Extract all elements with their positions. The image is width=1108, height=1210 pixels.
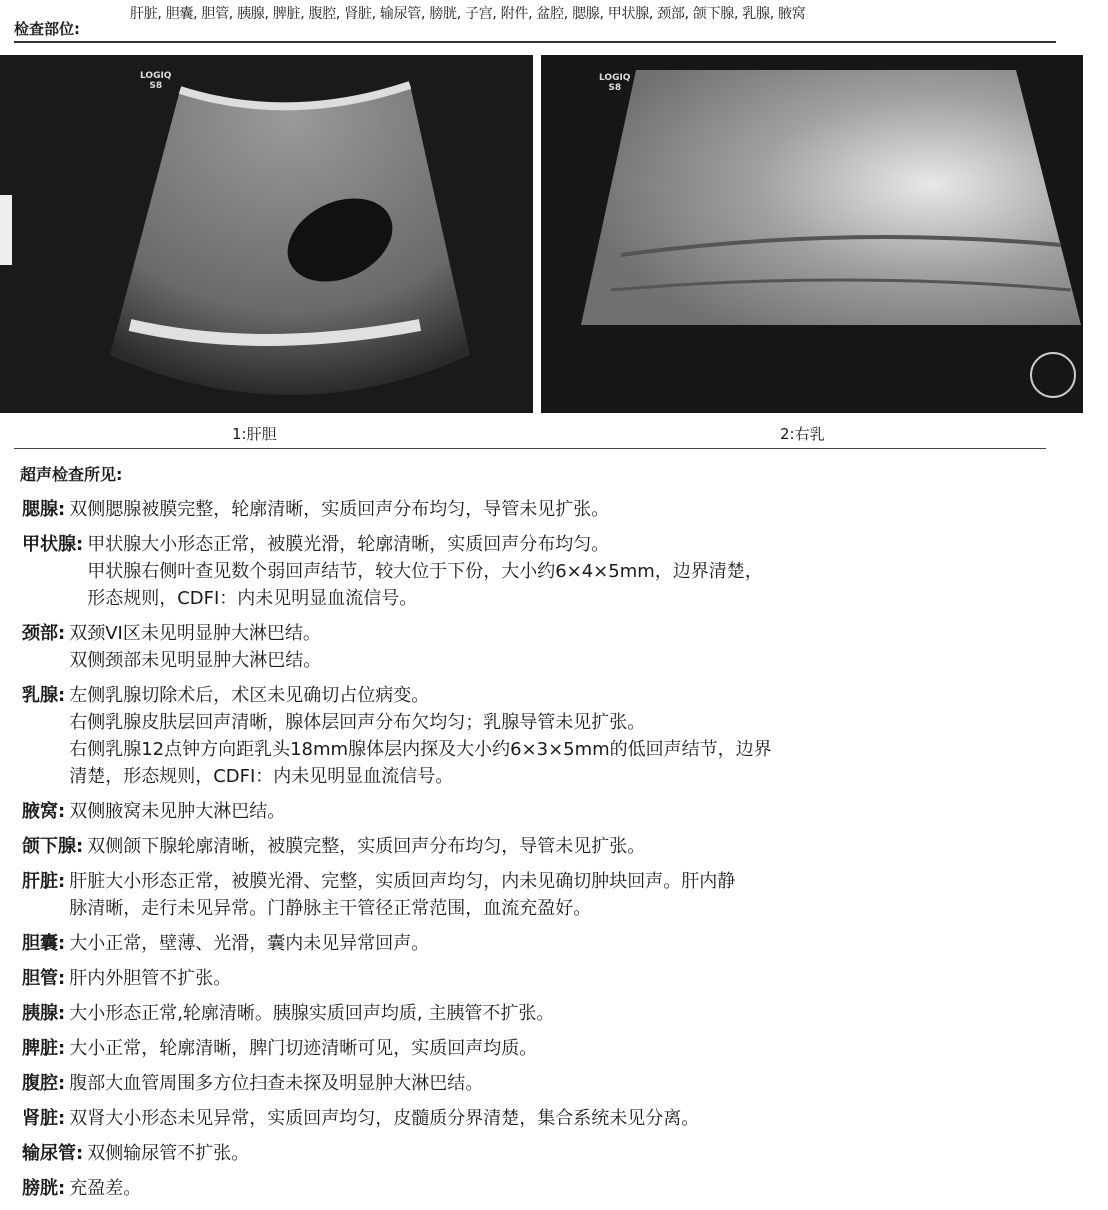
ultrasound-image-liver <box>0 55 533 413</box>
finding-row <box>22 496 1082 523</box>
finding-row <box>22 1000 1082 1027</box>
finding-line: 大小正常，壁薄、光滑，囊内未见异常回声。 <box>69 933 430 954</box>
finding-row <box>22 1140 1082 1167</box>
finding-text <box>65 1070 483 1097</box>
findings-title: 超声检查所见: <box>20 465 123 484</box>
finding-text <box>65 1000 554 1027</box>
finding-text <box>65 1035 537 1062</box>
finding-text <box>65 1175 141 1202</box>
finding-label: 肝脏: <box>22 871 66 892</box>
finding-label: 肾脏: <box>22 1108 66 1129</box>
finding-label: 膀胱: <box>22 1178 66 1199</box>
finding-label: 胆管: <box>22 968 66 989</box>
finding-text <box>65 620 321 674</box>
finding-line: 双肾大小形态未见异常，实质回声均匀，皮髓质分界清楚，集合系统未见分离。 <box>69 1108 700 1129</box>
header-divider <box>14 41 1056 43</box>
finding-text <box>65 868 735 922</box>
finding-row <box>22 1035 1082 1062</box>
finding-label: 颌下腺: <box>22 836 84 857</box>
finding-text <box>83 833 645 860</box>
finding-label: 输尿管: <box>22 1143 84 1164</box>
finding-line: 右侧乳腺皮肤层回声清晰，腺体层回声分布欠均匀；乳腺导管未见扩张。 <box>69 712 646 733</box>
finding-row <box>22 682 1082 790</box>
finding-line: 右侧乳腺12点钟方向距乳头18mm腺体层内探及大小约6×3×5mm的低回声结节，边界 <box>69 739 772 760</box>
finding-label: 胆囊: <box>22 933 66 954</box>
finding-text <box>65 682 771 790</box>
finding-label: 胰腺: <box>22 1003 66 1024</box>
finding-row <box>22 1070 1082 1097</box>
finding-text <box>65 798 285 825</box>
finding-line: 双侧腮腺被膜完整，轮廓清晰，实质回声分布均匀，导管未见扩张。 <box>69 499 610 520</box>
finding-line: 左侧乳腺切除术后，术区未见确切占位病变。 <box>69 685 430 706</box>
finding-line: 肝脏大小形态正常，被膜光滑、完整，实质回声均匀，内未见确切肿块回声。肝内静 <box>69 871 736 892</box>
findings-list <box>22 496 1082 1210</box>
logo-brand: LOGIQ <box>140 71 172 81</box>
finding-line: 大小形态正常,轮廓清晰。胰腺实质回声均质, 主胰管不扩张。 <box>69 1003 555 1024</box>
finding-row <box>22 833 1082 860</box>
finding-line: 清楚，形态规则，CDFI：内未见明显血流信号。 <box>69 766 454 787</box>
finding-row <box>22 620 1082 674</box>
finding-row <box>22 798 1082 825</box>
finding-line: 双颈VI区未见明显肿大淋巴结。 <box>69 623 321 644</box>
image-caption-2: 2:右乳 <box>780 425 825 443</box>
finding-line: 双侧腋窝未见肿大淋巴结。 <box>69 801 286 822</box>
finding-row <box>22 1175 1082 1202</box>
finding-line: 双侧输尿管不扩张。 <box>87 1143 250 1164</box>
exam-sites-value: 肝脏, 胆囊, 胆管, 胰腺, 脾脏, 腹腔, 肾脏, 输尿管, 膀胱, 子宫, 附件, 盆腔, 腮腺, 甲状腺, 颈部, 颌下腺, 乳腺, 腋窝 <box>130 6 806 22</box>
finding-text <box>65 930 429 957</box>
finding-line: 肝内外胆管不扩张。 <box>69 968 232 989</box>
section-divider <box>14 448 1046 449</box>
ultrasound-image-breast <box>541 55 1083 413</box>
finding-line: 腹部大血管周围多方位扫查未探及明显肿大淋巴结。 <box>69 1073 484 1094</box>
finding-label: 脾脏: <box>22 1038 66 1059</box>
logo-model: S8 <box>149 81 163 91</box>
finding-line: 形态规则，CDFI：内未见明显血流信号。 <box>87 588 418 609</box>
finding-line: 大小正常，轮廓清晰，脾门切迹清晰可见，实质回声均质。 <box>69 1038 538 1059</box>
finding-line: 脉清晰，走行未见异常。门静脉主干管径正常范围，血流充盈好。 <box>69 898 592 919</box>
finding-text <box>65 965 231 992</box>
finding-row <box>22 965 1082 992</box>
finding-text <box>65 496 609 523</box>
finding-row <box>22 930 1082 957</box>
logo-brand: LOGIQ <box>599 73 631 83</box>
finding-label: 乳腺: <box>22 685 66 706</box>
finding-row <box>22 868 1082 922</box>
finding-line: 充盈差。 <box>69 1178 142 1199</box>
finding-label: 颈部: <box>22 623 66 644</box>
finding-text <box>83 1140 249 1167</box>
finding-label: 腮腺: <box>22 499 66 520</box>
finding-text <box>83 531 763 612</box>
finding-label: 腹腔: <box>22 1073 66 1094</box>
finding-row <box>22 1105 1082 1132</box>
finding-row <box>22 531 1082 612</box>
finding-text <box>65 1105 699 1132</box>
finding-line: 双侧颌下腺轮廓清晰，被膜完整，实质回声分布均匀，导管未见扩张。 <box>87 836 646 857</box>
finding-line: 甲状腺右侧叶查见数个弱回声结节，较大位于下份，大小约6×4×5mm，边界清楚， <box>87 561 763 582</box>
exam-sites-label: 检查部位: <box>14 20 80 38</box>
finding-line: 甲状腺大小形态正常，被膜光滑，轮廓清晰，实质回声分布均匀。 <box>87 534 610 555</box>
finding-label: 腋窝: <box>22 801 66 822</box>
logo-model: S8 <box>608 83 622 93</box>
image-caption-1: 1:肝胆 <box>232 425 277 443</box>
finding-label: 甲状腺: <box>22 534 84 555</box>
finding-line: 双侧颈部未见明显肿大淋巴结。 <box>69 650 322 671</box>
